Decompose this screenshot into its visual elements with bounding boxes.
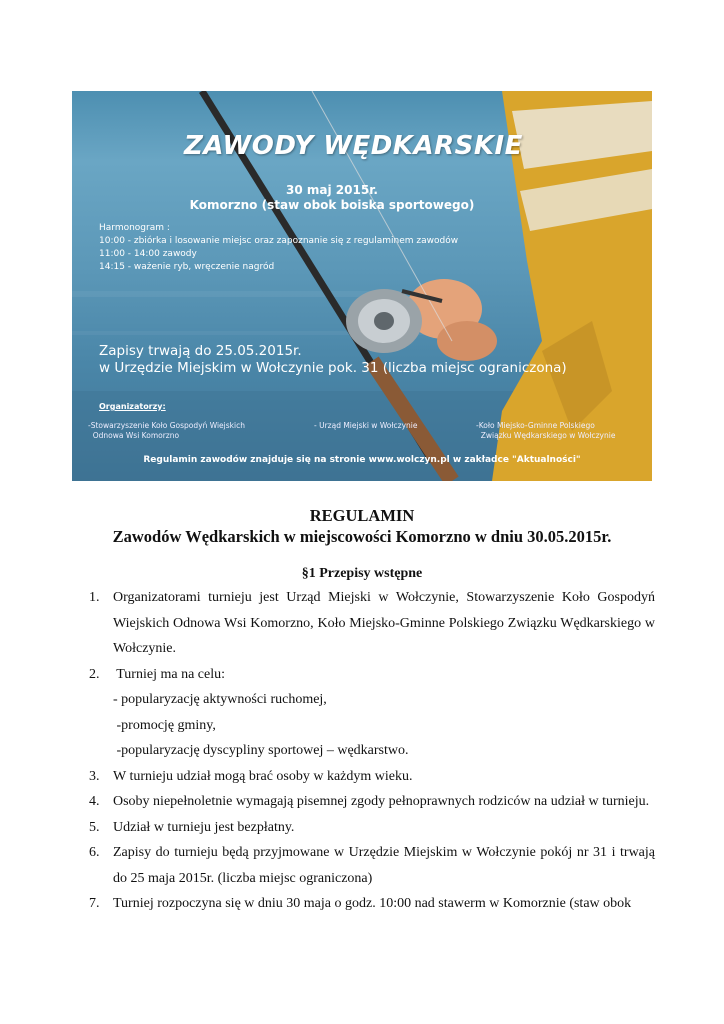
list-item [89,815,655,841]
document-title: REGULAMIN [309,506,415,525]
poster-schedule-line: 10:00 - zbiórka i losowanie miejsc oraz zapoznanie się z regulaminem zawodów [99,236,459,246]
item-number: 2. [89,666,100,682]
poster-signup-line1: Zapisy trwają do 25.05.2015r. [99,343,302,359]
item-text: Udział w turnieju jest bezpłatny. [113,819,295,835]
goal-line: - popularyzację aktywności ruchomej, [113,692,327,707]
list-item [89,764,655,790]
list-item [89,662,655,688]
item-text: Turniej ma na celu: [113,666,225,682]
poster-schedule [99,222,458,274]
list-item [89,840,655,891]
list-item [89,585,655,662]
list-item [89,891,655,917]
item-text: Turniej rozpoczyna się w dniu 30 maja o godz. 10:00 nad stawerm w Komorznie (staw obok [113,896,632,911]
goal-line: -promocję gminy, [113,717,216,733]
poster-date: 30 maj 2015r. [286,183,378,197]
poster-signup [99,343,567,377]
goal-line: -popularyzację dyscypliny sportowej – wędkarstwo. [113,743,409,758]
poster-title: ZAWODY WĘDKARSKIE [184,131,523,161]
poster-place: Komorzno (staw obok boiska sportowego) [189,198,475,212]
document-subtitle: Zawodów Wędkarskich w miejscowości Komorzno w dniu 30.05.2015r. [112,527,612,546]
poster-organizer: -Stowarzyszenie Koło Gospodyń Wiejskich Odnowa Wsi Komorzno [88,421,245,440]
poster-schedule-heading: Harmonogram : [99,223,170,233]
poster-signup-line2: w Urzędzie Miejskim w Wołczynie pok. 31 (liczba miejsc ograniczona) [99,360,567,376]
item-text: W turnieju udział mogą brać osoby w każdym wieku. [113,768,413,784]
item-number: 4. [89,794,100,809]
poster-image [72,91,652,481]
poster-schedule-line: 11:00 - 14:00 zawody [99,249,197,259]
poster-footer: Regulamin zawodów znajduje się na stronie www.wolczyn.pl w zakładce "Aktualności" [143,455,581,465]
list-item [89,789,655,815]
item-text: Osoby niepełnoletnie wymagają pisemnej zgody pełnoprawnych rodziców na udział w turnieju. [113,794,650,809]
poster-organizer: -Koło Miejsko-Gminne Polskiego Związku Wędkarskiego w Wołczynie [476,421,616,440]
item-number: 6. [89,845,100,860]
item-text: Zapisy do turnieju będą przyjmowane w Urzędzie Miejskim w Wołczynie pokój nr 31 i trwają do 25 maja 2015r. (liczba miejsc ograniczona) [113,845,655,886]
item-number: 7. [89,896,100,911]
poster-organizers-heading: Organizatorzy: [99,402,166,411]
poster-date-block [72,183,592,213]
section-heading: §1 Przepisy wstępne [301,566,423,581]
poster-schedule-line: 14:15 - ważenie ryb, wręczenie nagród [99,262,275,272]
item-number: 3. [89,768,100,784]
poster-organizer: - Urząd Miejski w Wołczynie [314,421,418,430]
regulation-list [89,585,655,917]
item-text: Organizatorami turnieju jest Urząd Miejski w Wołczynie, Stowarzyszenie Koło Gospodyń Wiejskich Odnowa Wsi Komorzno, Koło Miejsko-Gminne Polskiego Związku Wędkarskiego w Wołczynie. [113,590,655,656]
item-number: 1. [89,590,100,605]
item-number: 5. [89,819,100,835]
